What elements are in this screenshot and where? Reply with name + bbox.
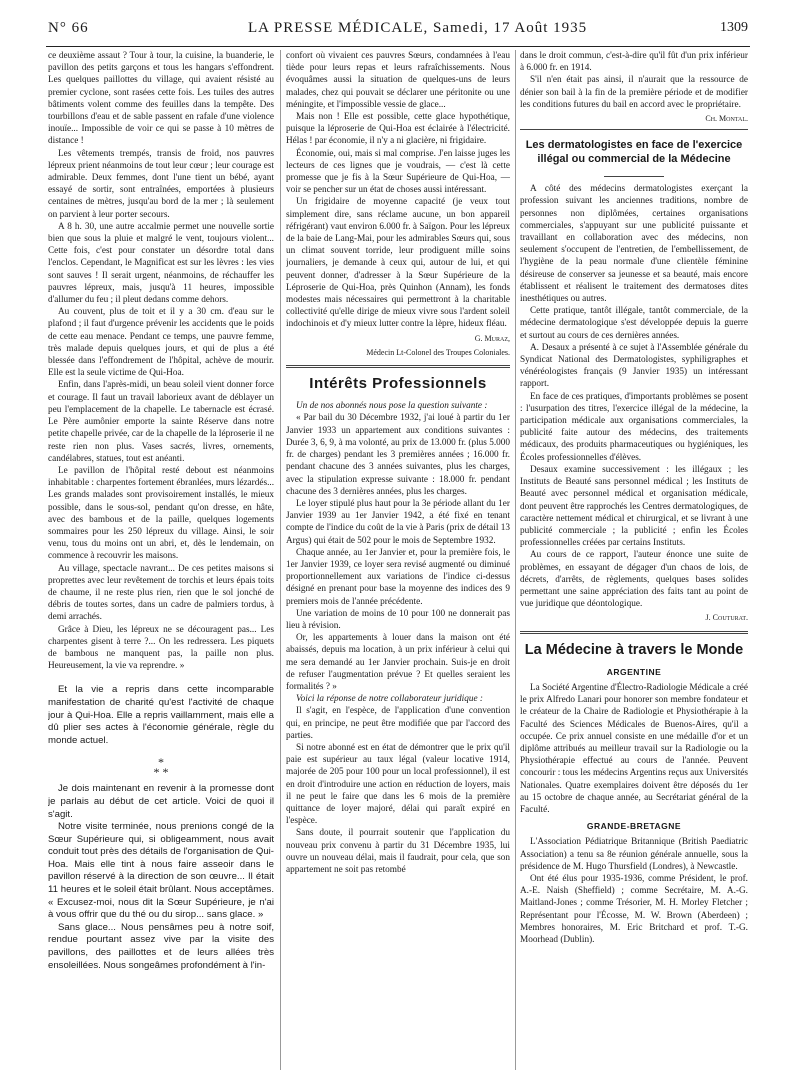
header-rule xyxy=(46,46,750,47)
reply-intro: Voici la réponse de notre collaborateur juridique : xyxy=(296,694,483,705)
issue-number: N° 66 xyxy=(48,20,89,36)
author-signature: G. Muraz, xyxy=(474,333,510,343)
column-1 xyxy=(48,50,274,1070)
paragraph: Enfin, dans l'après-midi, un beau soleil vient donner force et courage. Il faut un travail laborieux avant de déblayer un peu l'emplacement de la chapelle. Le tabernacle est écrasé. Le Père aumônier emporte la sainte Réserve dans notre petite chapelle privée, car de la chapelle de la léproserie il ne reste rien non plus. Vases sacrés, livres, ornements, candélabres, statues, tout est anéanti. xyxy=(48,380,274,464)
country-heading: GRANDE-BRETAGNE xyxy=(586,821,682,832)
paragraph: Si notre abonné est en état de démontrer que le prix qu'il paie est supérieur au taux légal (valeur locative 1914, majorée de 205 pour 100 pour un local professionnel), il est en droit d'introduire une action en réduction de loyers, mais il ne peut le faire que dans les 6 mois de la première quittance de loyer majoré, délai qui paraît expiré en l'espèce. xyxy=(286,742,510,827)
paragraph: Il s'agit, en l'espèce, de l'application d'une convention qui, en principe, ne peut être modifiée que par l'accord des parties. xyxy=(286,706,510,741)
paragraph: Les vêtements trempés, transis de froid, nos pauvres lépreux prient néanmoins de tout leur cœur ; leur courage est admirable. Deux femmes, dont l'une tient un bébé, ayant essayé de sortir, sont entraînées, emportées à plusieurs centaines de mètres, jusqu'au bord de la mer ; là seulement on parvient à leur porter secours. xyxy=(48,148,274,220)
column-2 xyxy=(286,50,510,1070)
paragraph: dans le droit commun, c'est-à-dire qu'il fût d'un prix inférieur à 6.000 fr. en 1914. xyxy=(520,51,748,74)
paragraph: A 8 h. 30, une autre accalmie permet une nouvelle sortie bien que sous la pluie et malgré le vent, toujours violent... Cette fois, c'est pour constater un désordre total dans l'enclos. Cependant, le Magnificat est sur les lèvres : les vies sont sauves ! Il serait urgent, néanmoins, de réchauffer les pauvres lépreux, mais, jusqu'à 11 heures, impossible d'allumer du feu ; il pleut dedans comme dehors. xyxy=(48,221,274,306)
paragraph: « Par bail du 30 Décembre 1932, j'ai loué à partir du 1er Janvier 1933 un appartement aux conditions suivantes : Durée 3, 6, 9, à ma volonté, au prix de 13.000 fr. (plus 5.000 fr. de charges) pendant les 3 premières années ; 16.000 fr. pendant chacune des 3 années suivantes, plus les charges, avec la stipulation expresse suivante : 18.000 fr. pendant chacune des 3 dernières années, plus les charges. xyxy=(286,413,510,497)
page-header xyxy=(48,16,748,46)
author-title: Médecin Lt-Colonel des Troupes Coloniales. xyxy=(366,347,510,357)
question-intro: Un de nos abonnés nous pose la question suivante : xyxy=(296,401,488,412)
paragraph: La Société Argentine d'Électro-Radiologie Médicale a créé le prix Alfredo Lanari pour honorer son membre fondateur et le créateur de la Chaire de Radiologie et Physiothérapie à la Faculté des Sciences Médicales de Buenos-Aires, qu'il a occupée. Ce prix annuel consiste en une médaille d'or et un diplôme attribués au meilleur travail sur la Radiologie ou la Physiothérapie effectué au cours de l'année. Peuvent concourir : tous les médecins Argentins reçus aux Universités Nationales. Quatre exemplaires doivent être déposés du 1er au 15 octobre de chaque année, au Secrétariat général de la Faculté. xyxy=(520,682,748,815)
column-divider xyxy=(280,50,281,1070)
paragraph: Chaque année, au 1er Janvier et, pour la première fois, le 1er Janvier 1939, ce loyer sera revisé augmenté ou diminué proportionnellement aux variations de l'indice ci-dessus désigné en prenant pour base la moyenne des indices des 9 premiers mois de l'année précédente. xyxy=(286,547,510,607)
paragraph: Desaux examine successivement : les illégaux ; les Instituts de Beauté sans personnel médical ; les Instituts de Beauté avec personnel médical et organisation médicale, dont peuvent être rapprochés les Centres dermatologiques, de caractère nettement médical et chirurgical, et se livrant à une publicité commerciale ; la publicité ; enfin les Écoles professionnelles créées par certains Instituts. xyxy=(520,464,748,549)
section-stars: * * * xyxy=(153,755,169,780)
paragraph: Grâce à Dieu, les lépreux ne se découragent pas... Les charpentes gisent à terre ?... On les redressera. Les piquets de bambous ne manquent pas, la paille non plus. Heureusement, la vie va reprendre. » xyxy=(48,624,274,672)
country-heading: ARGENTINE xyxy=(606,666,662,677)
paragraph: A côté des médecins dermatologistes exerçant la profession suivant les anciennes traditions, nombre de personnes non diplômées, certaines organisations commerciales, s'appuyant sur une publicité puissante et travaillant en collaboration avec des médecins, non seulement s'occupent de l'entretien, de l'embellissement, de l'hygiène de la peau normale d'une clientèle féminine désireuse de conserver sa jeunesse et sa beauté, mais encore établissent et réalisent le traitement des dermatoses dites inesthétiques ou autres. xyxy=(520,184,748,305)
paragraph: Économie, oui, mais si mal comprise. J'en laisse juges les lecteurs de ces lignes que je voudrais, — c'est là cette promesse que je fis à la Sœur Supérieure de Qui-Hoa, — voir se pencher sur un état de choses aussi intéressant. xyxy=(286,148,510,196)
paragraph: Cette pratique, tantôt illégale, tantôt commerciale, de la médecine dermatologique s'est développée depuis la guerre et surtout au cours de ces dernières années. xyxy=(520,306,748,341)
journal-title: LA PRESSE MÉDICALE, Samedi, 17 Août 1935 xyxy=(248,20,588,36)
column-divider xyxy=(515,50,516,1070)
paragraph: Une variation de moins de 10 pour 100 ne donnerait pas lieu à révision. xyxy=(286,608,510,631)
paragraph: Au couvent, plus de toit et il y a 30 cm. d'eau sur le plafond ; il faut d'urgence prévenir les accidents que le poids de cette eau menace. Pendant ce temps, une pauvre femme, très malade depuis quelques jours, et qui de plus a été blessée dans l'effondrement de l'hôpital, achève de mourir. Elle est la seule victime de Qui-Hoa. xyxy=(48,307,274,379)
paragraph: Et la vie a repris dans cette incomparable manifestation de charité qu'est l'activité de chaque jour à Qui-Hoa. Elle a repris vaillamment, mais elle a dû plier ses actes à l'économie générale, règle du monde actuel. xyxy=(48,684,274,746)
paragraph: L'Association Pédiatrique Britannique (British Paediatric Association) a tenu sa 8e réunion générale annuelle, sous la présidence de M. Hugo Thursfield (Londres), à Newcastle. xyxy=(520,837,748,872)
page-number: 1309 xyxy=(720,20,748,35)
paragraph: Un frigidaire de moyenne capacité (je veux tout simplement dire, sans réclame aucune, un bon appareil réfrigérant) vaut environ 6.000 fr. à Saïgon. Pour les lépreux de la baie de Lang-Mai, pour les admirables Sœurs qui, sous un climat souvent torride, leur prodiguent mille soins journaliers, je demande à ceux qui, autour de lui, et qui peuvent donner, d'adresser à la Sœur Supérieure de la Léproserie de Qui-Hoa, près Quinhon (Annam), les fonds modestes mais nécessaires qui permettront à la charitable collectivité qu'elle dirige de mieux vivre sous l'ardent soleil indochinois et d'y mieux lutter contre la lèpre, hideux fléau. xyxy=(286,197,510,330)
paragraph: En face de ces pratiques, d'importants problèmes se posent : l'usurpation des titres, l'exercice illégal de la médecine, la participation médicale aux organisations commerciales, la publicité faite autour des médecins, des traitements médicaux, des produits pharmaceutiques ou hygiéniques, les Écoles professionnelles d'élèves. xyxy=(520,391,748,463)
author-signature: Ch. Montal. xyxy=(705,114,748,124)
paragraph: Je dois maintenant en revenir à la promesse dont je parlais au début de cet article. Voici de quoi il s'agit. xyxy=(48,783,274,820)
paragraph: Notre visite terminée, nous prenions congé de la Sœur Supérieure qui, si obligeamment, nous avait conduit tout près des détails de l'organisation de Qui-Hoa. Mais elle tint à nous faire asseoir dans le pavillon réservé à la direction de son œuvre... Il était 11 heures et le soleil était brûlant. Nous acceptâmes. « Excusez-moi, nous dit la Sœur Supérieure, je n'ai à vous offrir que du thé ou du sirop... sans glace. » xyxy=(48,821,274,921)
section-rule xyxy=(520,129,748,130)
paragraph: Au village, spectacle navrant... De ces petites maisons si proprettes avec leur revêtement de torchis et leurs épais toits de chaume, il ne reste plus rien, rien que le sol jonché de débris de toutes sortes, dans un cadre de palmiers tordus, à demi arrachés. xyxy=(48,563,274,623)
paragraph: confort où vivaient ces pauvres Sœurs, condamnées à l'eau tiède pour leurs repas et leurs rafraîchissements. Nous évoquâmes aussi la situation de quelques-uns de leurs malades, chez qui pouvait se déclarer une péritonite ou une méningite, et l'impossible vessie de glace... xyxy=(286,51,510,110)
short-rule xyxy=(604,176,664,177)
section-title: Les dermatologistes en face de l'exercice illégal ou commercial de la Médecine xyxy=(525,139,743,166)
section-title: La Médecine à travers le Monde xyxy=(524,641,744,658)
section-rule xyxy=(520,631,748,634)
paragraph: Sans doute, il pourrait soutenir que l'application du nouveau prix convenu à partir du 31 Décembre 1935, lui ouvre un nouveau délai, mais il faudrait, pour cela, que son appartement ne soit pas retombé xyxy=(286,828,510,875)
paragraph: Le loyer stipulé plus haut pour la 3e période allant du 1er Janvier 1939 au 1er Janvier 1942, a été fixé en tenant compte de l'indice du coût de la vie à Paris (prix de détail 13 Argus) qui était de 502 pour le mois de Septembre 1932. xyxy=(286,498,510,546)
paragraph: Sans glace... Nous pensâmes peu à notre soif, rendue pourtant assez vive par la visite des pavillons, des paillottes et de leurs allées très ensoleillées. Nous songeâmes profondément à l'in- xyxy=(48,921,274,971)
paragraph: Or, les appartements à louer dans la maison ont été abaissés, depuis ma location, à un prix inférieur à celui qui me sera demandé au 1er Janvier prochain. Suis-je en droit de refuser l'augmentation prévue ? Et quelles seraient les formalités ? » xyxy=(286,633,510,692)
paragraph: A. Desaux a présenté à ce sujet à l'Assemblée générale du Syndicat National des Dermatologistes, syphiligraphes et vénéréologistes français (9 Janvier 1935) un intéressant rapport. xyxy=(520,342,748,390)
paragraph: Mais non ! Elle est possible, cette glace hypothétique, puisque la léproserie de Qui-Hoa est éclairée à l'électricité. Hélas ! par économie, il n'y a ni glacière, ni frigidaire. xyxy=(286,112,510,147)
section-title: Intérêts Professionnels xyxy=(309,375,487,393)
column-3 xyxy=(520,50,748,1070)
paragraph: ce deuxième assaut ? Tour à tour, la cuisine, la buanderie, le pavillon des petits garçons et tous les hangars s'effondrent. Les quelques paillottes du village, qui avaient résisté au premier cyclone, sont rasées cette fois. Les tuiles des autres bâtiments volent comme des feuilles dans la tempête. Des tourbillons d'eau et de sable passent en rafale d'une violence inouïe... Impossible de voir ce qui se passe à 10 mètres de distance ! xyxy=(48,51,274,147)
paragraph: Au cours de ce rapport, l'auteur énonce une suite de problèmes, en essayant de dégager d'un chaos de lois, de décrets, d'arrêts, de règlements, quelques bases solides permettant une saine appréciation des faits tant au point de vue juridique que déontologique. xyxy=(520,550,748,610)
paragraph: S'il n'en était pas ainsi, il n'aurait que la ressource de dénier son bail à la fin de la première période et de modifier les conditions futures du bail en accord avec le propriétaire. xyxy=(520,75,748,110)
section-rule xyxy=(286,365,510,368)
author-signature: J. Couturat. xyxy=(705,613,748,623)
paragraph: Ont été élus pour 1935-1936, comme Président, le prof. A.-E. Naish (Sheffield) ; comme Secrétaire, M. A.-G. Maitland-Jones ; comme Trésorier, M. H. Morley Fletcher ; Représentant pour l'Écosse, M. W. Brown (Aberdeen) ; Membres honoraires, M. Eric Britchard et prof. T.-G. Moorhead (Dublin). xyxy=(520,873,748,945)
paragraph: Le pavillon de l'hôpital resté debout est néanmoins inhabitable : charpentes fortement ébranlées, murs lézardés... Les grands malades sont provisoirement installés, le mieux possible, dans le sous-sol, pendant qu'on dresse, en hâte, avec des bambous et de la paille, quelques logements sommaires pour les 250 lépreux du village. Ainsi, le soir venu, tous du moins ont un abri, et, dès le lendemain, on commence à recouvrir les maisons. xyxy=(48,465,274,562)
